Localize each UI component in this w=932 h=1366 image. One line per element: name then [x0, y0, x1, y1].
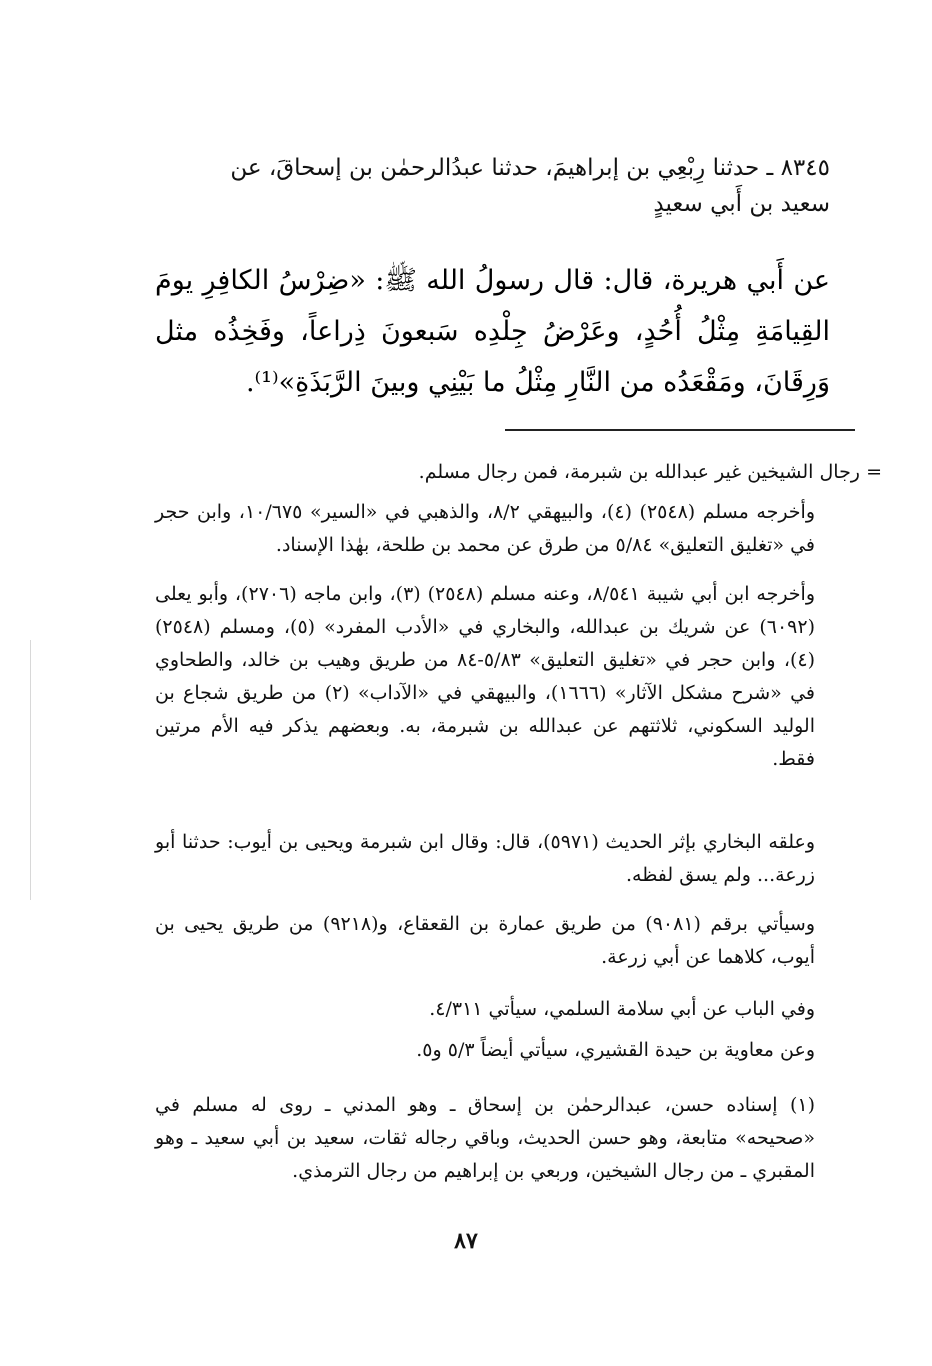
page-number: ٨٧	[454, 1228, 478, 1254]
footnote-1: (١) إسناده حسن، عبدالرحمٰن بن إسحاق ـ وهو المدني ـ روى له مسلم في «صحيحه» متابعة، وهو حسن الحديث، وباقي رجاله ثقات، سعيد بن أبي سعيد ـ وهو المقبري ـ من رجال الشيخين، وربعي بن إبراهيم من رجال الترمذي.	[155, 1094, 816, 1182]
scan-edge-line	[30, 640, 31, 900]
hadith-matn: عن أَبي هريرة، قال: قال رسولُ الله ﷺ: «ضِرْسُ الكافِرِ يومَ القِيامَةِ مِثْلُ أُحُدٍ، وعَرْضُ جِلْدِه سَبعونَ ذِراعاً، وفَخِذُه مثل وَرِقَانَ، ومَقْعَدُه من النَّارِ مِثْلُ ما بَيْنِي وبينَ الرَّبَذَةِ»⁽¹⁾.	[155, 265, 830, 398]
footnote-continued-p6: وعن معاوية بن حيدة القشيري، سيأتي أيضاً ٥/٣ و٥.	[416, 1039, 815, 1061]
footnote-continued-p0	[155, 456, 882, 489]
footnote-text: رجال الشيخين غير عبدالله بن شبرمة، فمن رجال مسلم.	[418, 461, 860, 483]
hadith-isnad	[155, 150, 860, 222]
footnote-continued-p4: وسيأتي برقم (٩٠٨١) من طريق عمارة بن القعقاع، و(٩٢١٨) من طريق يحيى بن أيوب، كلاهما عن أبي زرعة.	[155, 913, 816, 968]
footnote-continued-p1: وأخرجه مسلم (٢٥٤٨) (٤)، والبيهقي ٨/٢، والذهبي في «السير» ١٠/٦٧٥، وابن حجر في «تغليق التعليق» ٥/٨٤ من طرق عن محمد بن طلحة، بهٰذا الإسناد.	[155, 501, 815, 556]
footnote-continued-p2: وأخرجه ابن أبي شيبة ٨/٥٤١، وعنه مسلم (٢٥٤٨) (٣)، وابن ماجه (٢٧٠٦)، وأبو يعلى (٦٠٩٢) عن شريك بن عبدالله، والبخاري في «الأدب المفرد» (٥)، ومسلم (٢٥٤٨) (٤)، وابن حجر في «تغليق التعليق» ٥/٨٣-٨٤ من طريق وهيب بن خالد، والطحاوي في «شرح مشكل الآثار» (١٦٦٦)، والبيهقي في «الآداب» (٢) من طريق شجاع بن الوليد السكوني، ثلاثتهم عن عبدالله بن شبرمة، به. وبعضهم يذكر فيه الأم مرتين فقط.	[155, 583, 816, 770]
isnad-line-2: سعيد بن أَبي سعيدٍ	[653, 191, 830, 217]
footnote-continued-p3: وعلقه البخاري بإثر الحديث (٥٩٧١)، قال: وقال ابن شبرمة ويحيى بن أيوب: حدثنا أبو زرعة... ولم يسق لفظه.	[155, 831, 815, 886]
footnote-separator	[505, 429, 855, 431]
footnote-continued-p5: وفي الباب عن أبي سلامة السلمي، سيأتي ٤/٣١١.	[429, 998, 815, 1020]
isnad-line-1: ٨٣٤٥ ـ حدثنا رِبْعِي بن إبراهيمَ، حدثنا عبدُالرحمٰن بن إسحاقَ، عن	[230, 155, 830, 181]
continuation-mark: =	[866, 461, 882, 483]
